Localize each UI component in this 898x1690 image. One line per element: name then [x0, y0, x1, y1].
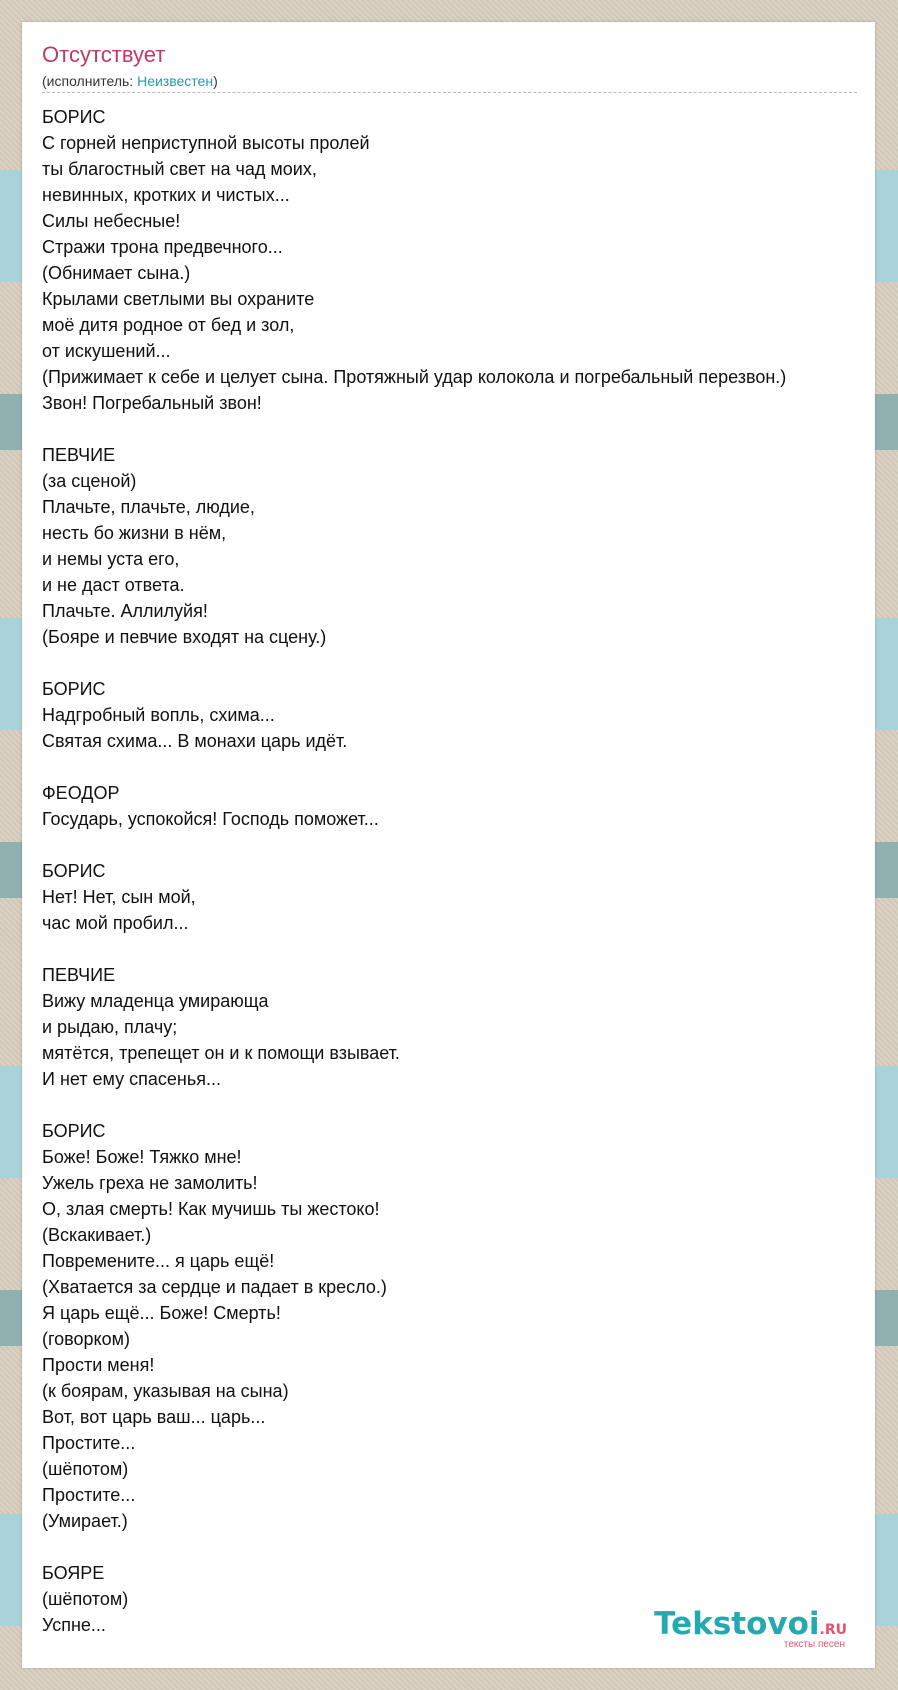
lyrics-text: БОРИС С горней неприступной высоты пролей ты благостный свет на чад моих, невинных, кротких и чистых... Силы небесные! Стражи трона предвечного... (Обнимает сына.) Крылами светлыми вы охраните моё дитя родное от бед и зол, от искушений... (Прижимает к себе и целует сына. Протяжный удар колокола и погребальный перезвон.) Звон! Погребальный звон! ПЕВЧИЕ (за сценой) Плачьте, плачьте, людие, несть бо жизни в нём, и немы уста его, и не даст ответа. Плачьте. Аллилуйя! (Бояре и певчие входят на сцену.) БОРИС Надгробный вопль, схима... Святая схима... В монахи царь идёт. ФЕОДОР Государь, успокойся! Господь поможет... БОРИС Нет! Нет, сын мой, час мой пробил... ПЕВЧИЕ Вижу младенца умирающа и рыдаю, плачу; мятётся, трепещет он и к помощи взывает. И нет ему спасенья... БОРИС Боже! Боже! Тяжко мне! Ужель греха не замолить! О, злая смерть! Как мучишь ты жестоко! (Вскакивает.) Повремените... я царь ещё! (Хватается за сердце и падает в кресло.) Я царь ещё... Боже! Смерть! (говорком) Прости меня! (к боярам, указывая на сына) Вот, вот царь ваш... царь... Простите... (шёпотом) Простите... (Умирает.) БОЯРЕ (шёпотом) Успне...: [42, 107, 787, 1635]
performer-link[interactable]: Неизвестен: [137, 73, 214, 89]
logo-domain: .RU: [819, 1622, 847, 1638]
logo-wordmark: Tekstovoi: [654, 1606, 820, 1642]
song-title: Отсутствует: [42, 42, 166, 67]
site-logo[interactable]: [654, 1606, 847, 1650]
performer-suffix: ): [213, 73, 218, 89]
performer-line: [42, 73, 218, 89]
performer-prefix: (исполнитель:: [42, 73, 138, 89]
lyrics-card: [22, 22, 875, 1668]
header-divider: [42, 92, 857, 93]
logo-tagline: тексты песен: [783, 1639, 845, 1650]
